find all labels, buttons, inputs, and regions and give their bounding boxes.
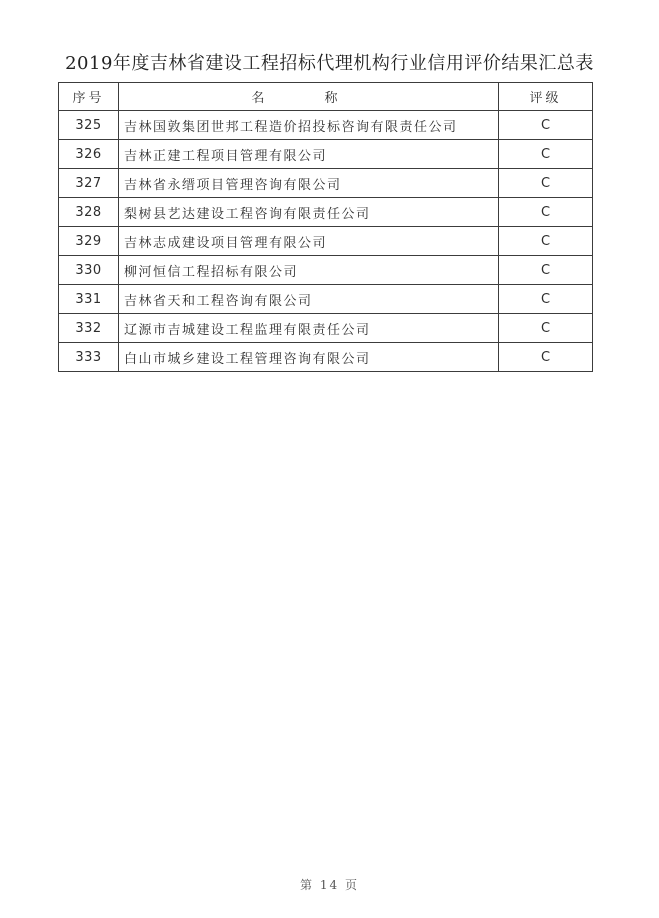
row-number: 328 — [59, 198, 119, 227]
column-header-name: 名 称 — [119, 83, 499, 111]
company-name: 吉林省永缙项目管理咨询有限公司 — [119, 169, 499, 198]
table-row — [59, 285, 593, 314]
company-name: 白山市城乡建设工程管理咨询有限公司 — [119, 343, 499, 372]
rating-grade: C — [499, 169, 593, 198]
rating-grade: C — [499, 314, 593, 343]
table-row — [59, 227, 593, 256]
row-number: 331 — [59, 285, 119, 314]
rating-grade: C — [499, 285, 593, 314]
column-header-no: 序号 — [59, 83, 119, 111]
row-number: 325 — [59, 111, 119, 140]
company-name: 梨树县艺达建设工程咨询有限责任公司 — [119, 198, 499, 227]
row-number: 332 — [59, 314, 119, 343]
column-header-grade: 评级 — [499, 83, 593, 111]
table-row — [59, 256, 593, 285]
row-number: 327 — [59, 169, 119, 198]
rating-grade: C — [499, 111, 593, 140]
rating-grade: C — [499, 140, 593, 169]
page-number: 第 14 页 — [300, 878, 359, 892]
table-row — [59, 314, 593, 343]
table-row — [59, 198, 593, 227]
document-title: 2019年度吉林省建设工程招标代理机构行业信用评价结果汇总表 — [65, 53, 594, 74]
company-name: 吉林正建工程项目管理有限公司 — [119, 140, 499, 169]
rating-grade: C — [499, 198, 593, 227]
table-header-row — [59, 83, 593, 111]
row-number: 326 — [59, 140, 119, 169]
table-row — [59, 169, 593, 198]
table-row — [59, 343, 593, 372]
company-name: 辽源市吉城建设工程监理有限责任公司 — [119, 314, 499, 343]
company-name: 吉林志成建设项目管理有限公司 — [119, 227, 499, 256]
row-number: 333 — [59, 343, 119, 372]
row-number: 329 — [59, 227, 119, 256]
rating-grade: C — [499, 227, 593, 256]
row-number: 330 — [59, 256, 119, 285]
table-row — [59, 140, 593, 169]
rating-grade: C — [499, 256, 593, 285]
company-name: 柳河恒信工程招标有限公司 — [119, 256, 499, 285]
credit-rating-table — [58, 82, 593, 372]
company-name: 吉林国敦集团世邦工程造价招投标咨询有限责任公司 — [119, 111, 499, 140]
rating-grade: C — [499, 343, 593, 372]
company-name: 吉林省天和工程咨询有限公司 — [119, 285, 499, 314]
table-row — [59, 111, 593, 140]
